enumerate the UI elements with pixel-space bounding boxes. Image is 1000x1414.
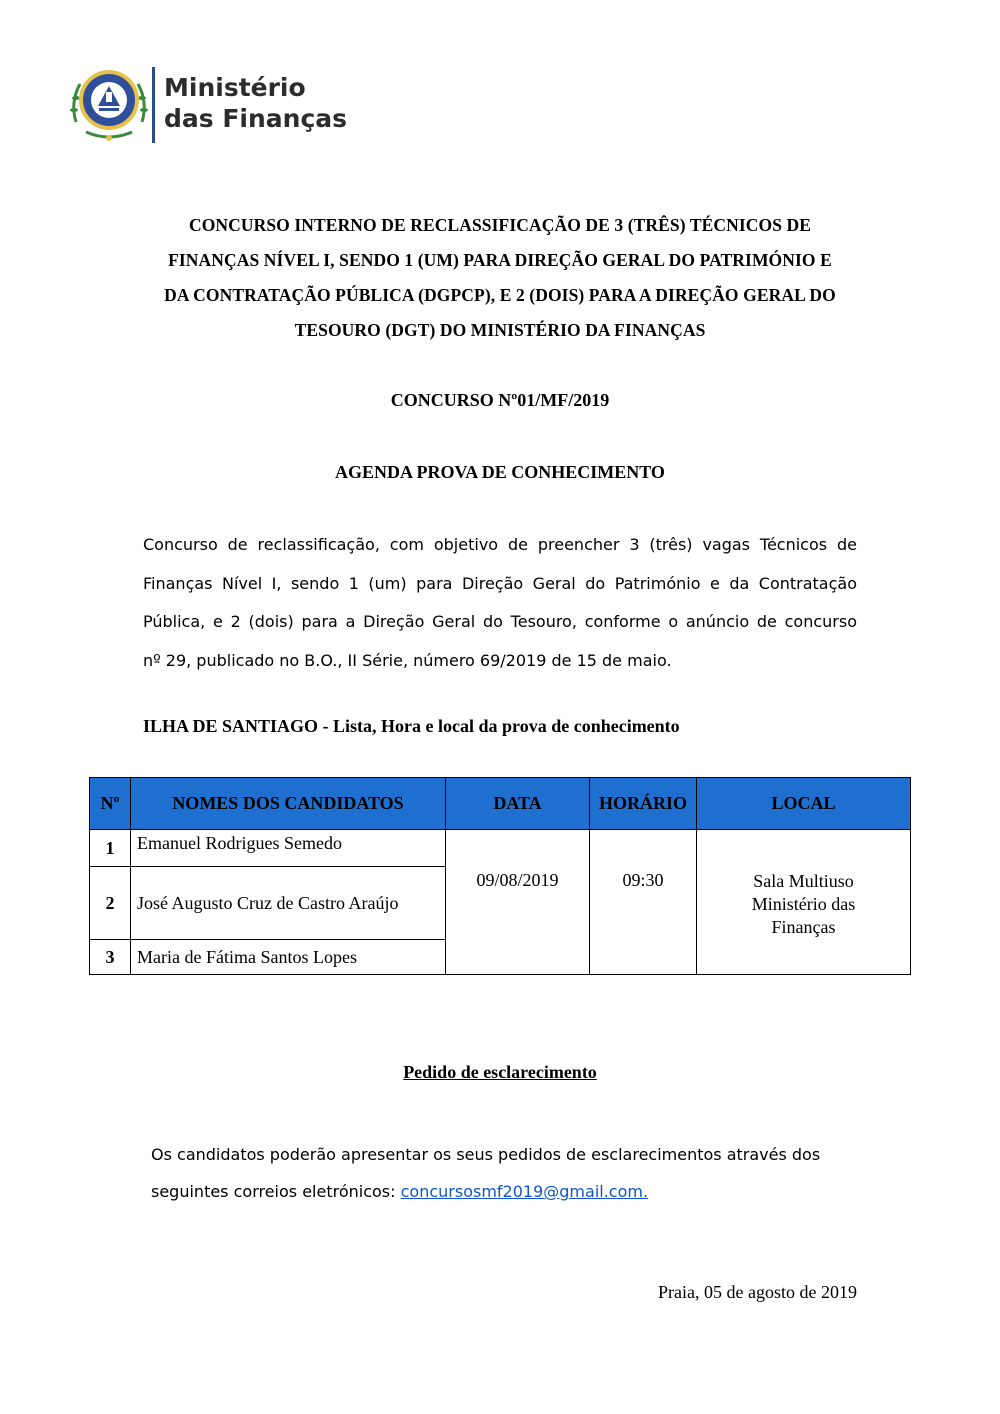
logo-line-2: das Finanças	[164, 104, 348, 133]
agenda-title: AGENDA PROVA DE CONHECIMENTO	[335, 462, 665, 482]
intro-line-1: Concurso de reclassificação, com objetivo de preencher 3 (três) vagas Técnicos de	[143, 535, 857, 554]
document-title	[140, 208, 860, 348]
exam-location: Sala Multiuso Ministério das Finanças	[697, 830, 911, 975]
intro-line-4: nº 29, publicado no B.O., II Série, número 69/2019 de 15 de maio.	[143, 650, 672, 670]
row-number: 2	[90, 867, 131, 940]
logo-divider	[152, 67, 155, 143]
clarification-paragraph	[151, 1136, 857, 1210]
intro-line-2: Finanças Nível I, sendo 1 (um) para Direção Geral do Património e da Contratação	[143, 573, 857, 593]
row-number: 3	[90, 940, 131, 975]
logo-wordmark	[164, 72, 347, 134]
title-line-4: TESOURO (DGT) DO MINISTÉRIO DA FINANÇAS	[294, 320, 706, 340]
concurso-number: CONCURSO Nº01/MF/2019	[390, 390, 610, 410]
title-line-2: FINANÇAS NÍVEL I, SENDO 1 (UM) PARA DIREÇÃO GERAL DO PATRIMÓNIO E	[168, 250, 832, 270]
header-time: HORÁRIO	[590, 778, 697, 830]
candidate-name: José Augusto Cruz de Castro Araújo	[131, 867, 446, 940]
title-line-1: CONCURSO INTERNO DE RECLASSIFICAÇÃO DE 3 (TRÊS) TÉCNICOS DE	[188, 215, 812, 235]
contact-email-link[interactable]: concursosmf2019@gmail.com.	[400, 1182, 649, 1201]
title-line-3: DA CONTRATAÇÃO PÚBLICA (DGPCP), E 2 (DOIS) PARA A DIREÇÃO GERAL DO	[164, 285, 836, 305]
intro-line-3: Pública, e 2 (dois) para a Direção Geral do Tesouro, conforme o anúncio de concurso	[143, 612, 857, 631]
header-date: DATA	[446, 778, 590, 830]
exam-time: 09:30	[590, 830, 697, 975]
table-header-row	[90, 778, 911, 830]
signature-date: Praia, 05 de agosto de 2019	[658, 1282, 857, 1302]
clarification-text: Os candidatos poderão apresentar os seus pedidos de esclarecimentos através dos seguintes correios eletrónicos:	[151, 1145, 821, 1201]
row-number: 1	[90, 830, 131, 867]
header-names: NOMES DOS CANDIDATOS	[131, 778, 446, 830]
candidate-name: Emanuel Rodrigues Semedo	[131, 830, 446, 867]
exam-date: 09/08/2019	[446, 830, 590, 975]
section-title: ILHA DE SANTIAGO - Lista, Hora e local da prova de conhecimento	[143, 716, 680, 736]
logo-line-1: Ministério	[164, 73, 306, 102]
header-num: Nº	[90, 778, 131, 830]
candidates-table	[89, 777, 911, 975]
clarification-title: Pedido de esclarecimento	[403, 1062, 597, 1082]
seal-emblem-icon	[66, 62, 152, 146]
table-row	[90, 830, 911, 867]
candidate-name: Maria de Fátima Santos Lopes	[131, 940, 446, 975]
intro-paragraph	[143, 526, 857, 680]
header-location: LOCAL	[697, 778, 911, 830]
